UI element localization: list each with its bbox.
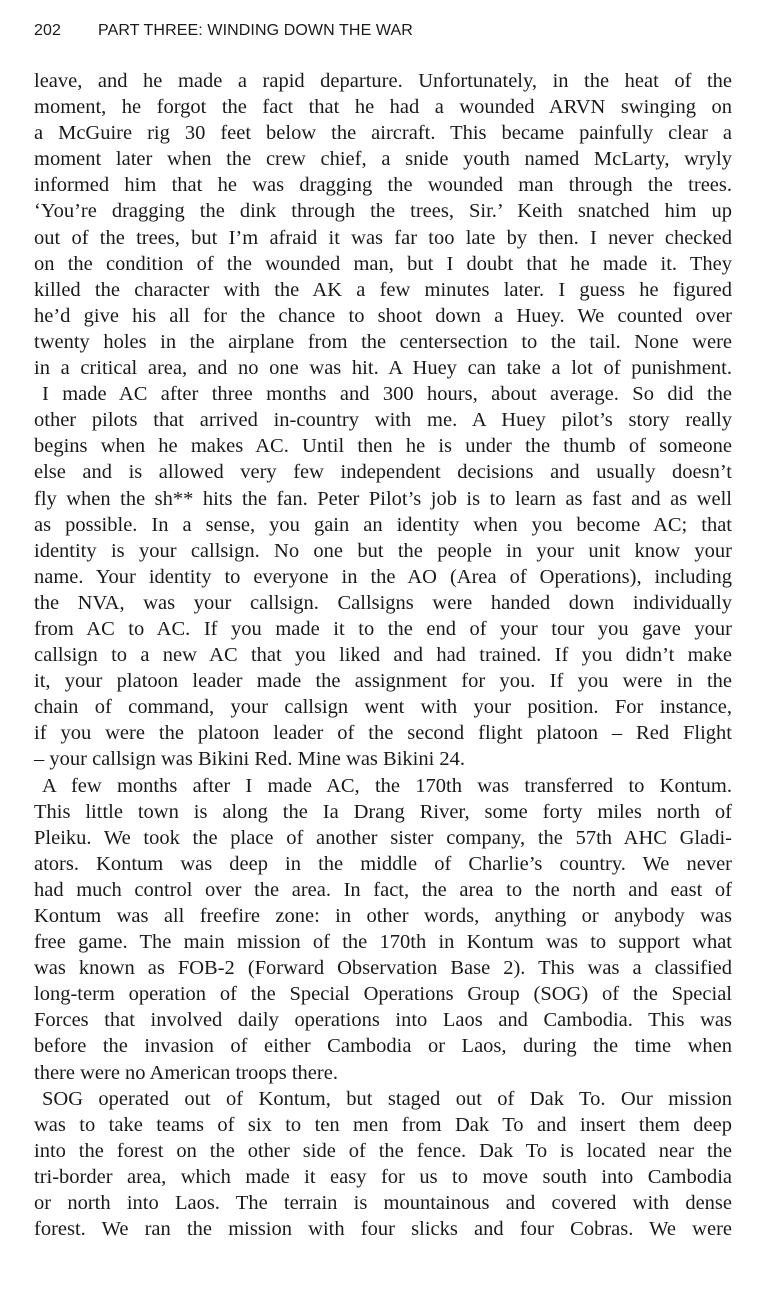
text-line: or north into Laos. The terrain is mountainous and covered with dense (34, 1192, 732, 1215)
text-line: identity is your callsign. No one but the people in your unit know your (34, 539, 732, 562)
paragraph-first-line: A few months after I made AC, the 170th was transferred to Kontum. (42, 774, 732, 797)
text-line: it, your platoon leader made the assignment for you. If you were in the (34, 670, 732, 693)
text-line: ators. Kontum was deep in the middle of Charlie’s country. We never (34, 852, 732, 875)
text-line: twenty holes in the airplane from the centersection to the tail. None were (34, 330, 732, 353)
text-line: leave, and he made a rapid departure. Unfortunately, in the heat of the (34, 70, 732, 92)
paragraph-last-line: there were no American troops there. (34, 1061, 338, 1084)
text-line: Pleiku. We took the place of another sister company, the 57th AHC Gladi- (34, 826, 732, 849)
text-line: he’d give his all for the chance to shoot down a Huey. We counted over (34, 304, 732, 327)
text-line: name. Your identity to everyone in the AO (Area of Operations), including (34, 565, 732, 588)
running-title: PART THREE: WINDING DOWN THE WAR (98, 22, 413, 39)
text-line: This little town is along the Ia Drang River, some forty miles north of (34, 800, 732, 823)
page-number: 202 (34, 22, 61, 39)
text-line: if you were the platoon leader of the second flight platoon – Red Flight (34, 722, 732, 745)
text-line: into the forest on the other side of the fence. Dak To is located near the (34, 1139, 732, 1162)
paragraph-first-line: I made AC after three months and 300 hours, about average. So did the (42, 383, 732, 406)
text-line: Kontum was all freefire zone: in other words, anything or anybody was (34, 905, 732, 927)
text-line: before the invasion of either Cambodia or Laos, during the time when (34, 1035, 732, 1058)
text-line: informed him that he was dragging the wounded man through the trees. (34, 174, 732, 197)
text-line: out of the trees, but I’m afraid it was far too late by then. I never checked (34, 226, 732, 249)
text-line: on the condition of the wounded man, but I doubt that he made it. They (34, 252, 732, 275)
running-head (34, 22, 413, 40)
text-line: the NVA, was your callsign. Callsigns were handed down individually (34, 591, 732, 614)
text-line: moment, he forgot the fact that he had a wounded ARVN swinging on (34, 96, 732, 119)
text-line: had much control over the area. In fact, the area to the north and east of (34, 878, 732, 901)
text-line: chain of command, your callsign went with your position. For instance, (34, 696, 732, 719)
paragraph-first-line: SOG operated out of Kontum, but staged out of Dak To. Our mission (42, 1087, 732, 1110)
text-line: a McGuire rig 30 feet below the aircraft. This became painfully clear a (34, 122, 732, 145)
text-line: from AC to AC. If you made it to the end of your tour you gave your (34, 617, 732, 640)
text-line: free game. The main mission of the 170th in Kontum was to support what (34, 931, 732, 954)
text-line: Forces that involved daily operations into Laos and Cambodia. This was (34, 1009, 732, 1032)
text-line: begins when he makes AC. Until then he is under the thumb of someone (34, 435, 732, 458)
text-line: was known as FOB-2 (Forward Observation Base 2). This was a classified (34, 957, 732, 980)
text-line: else and is allowed very few independent decisions and usually doesn’t (34, 461, 732, 484)
text-line: tri-border area, which made it easy for us to move south into Cambodia (34, 1165, 732, 1188)
text-line: was to take teams of six to ten men from Dak To and insert them deep (34, 1113, 732, 1136)
text-line: as possible. In a sense, you gain an identity when you become AC; that (34, 513, 732, 536)
text-line: fly when the sh** hits the fan. Peter Pilot’s job is to learn as fast and as well (34, 487, 732, 510)
text-line: killed the character with the AK a few minutes later. I guess he figured (34, 278, 732, 301)
paragraph-last-line: – your callsign was Bikini Red. Mine was Bikini 24. (34, 748, 466, 771)
body-text (34, 68, 732, 1242)
text-line: callsign to a new AC that you liked and had trained. If you didn’t make (34, 644, 732, 667)
text-line: ‘You’re dragging the dink through the trees, Sir.’ Keith snatched him up (34, 200, 732, 223)
text-line: in a critical area, and no one was hit. A Huey can take a lot of punishment. (34, 357, 732, 380)
text-line: other pilots that arrived in-country with me. A Huey pilot’s story really (34, 409, 732, 432)
text-line: long-term operation of the Special Operations Group (SOG) of the Special (34, 983, 732, 1006)
text-line: moment later when the crew chief, a snide youth named McLarty, wryly (34, 148, 732, 171)
text-line: forest. We ran the mission with four slicks and four Cobras. We were (34, 1218, 732, 1241)
